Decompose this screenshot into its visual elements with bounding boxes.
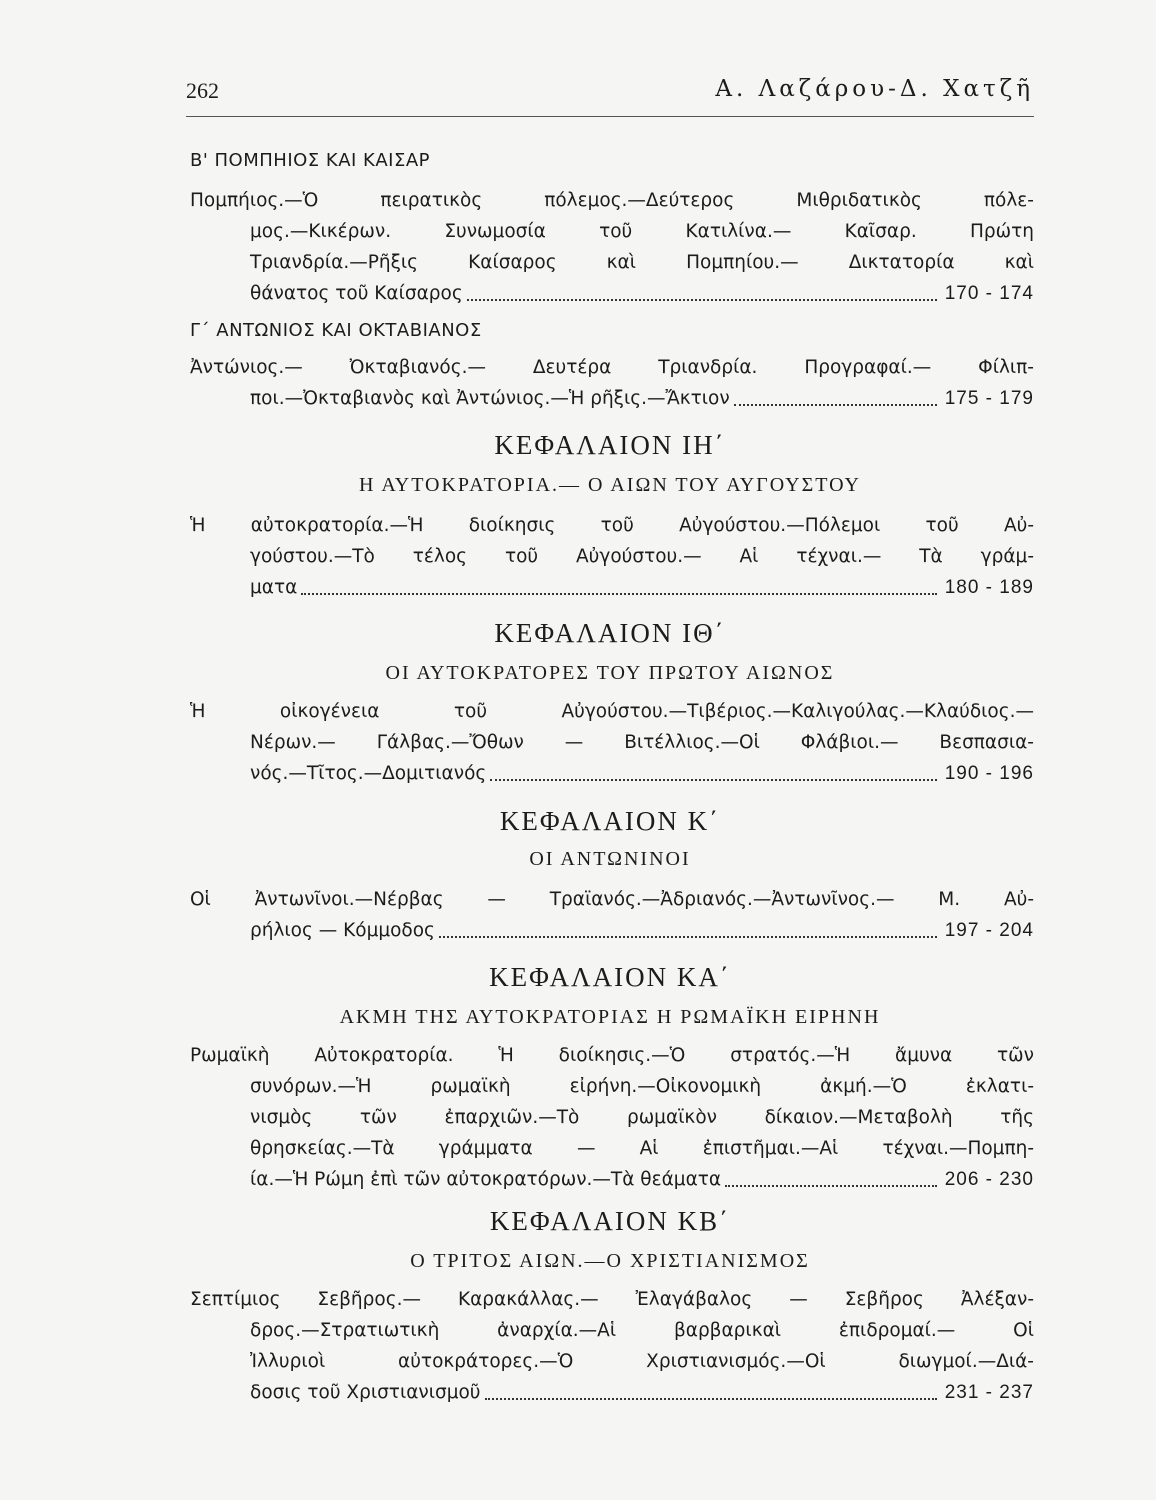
page-range: 190 - 196 xyxy=(944,763,1034,784)
chapter-subtitle: Ο ΤΡΙΤΟΣ ΑΙΩΝ.—Ο ΧΡΙΣΤΙΑΝΙΣΜΟΣ xyxy=(410,1250,810,1272)
entry-line: δρος.—Στρατιωτικὴ ἀναρχία.—Αἱ βαρβαρικαὶ ἐπιδρομαί.— Οἱ xyxy=(250,1320,1034,1341)
entry-line: ία.—Ἡ Ρώμη ἐπὶ τῶν αὐτοκρατόρων.—Τὰ θεάματα xyxy=(250,1169,722,1190)
entry-last-line xyxy=(250,278,1034,309)
chapter-title: ΚΕΦΑΛΑΙΟΝ Κ΄ xyxy=(499,806,721,836)
chapter-title: ΚΕΦΑΛΑΙΟΝ ΚΒ΄ xyxy=(489,1206,731,1236)
page-range: 231 - 237 xyxy=(944,1382,1034,1403)
entry-line: Οἱ Ἀντωνῖνοι.—Νέρβας — Τραϊανός.—Ἀδριανός.—Ἀντωνῖνος.— Μ. Αὐ- xyxy=(190,889,1034,910)
entry-line: θρησκείας.—Τὰ γράμματα — Αἱ ἐπιστῆμαι.—Αἱ τέχναι.—Πομπη- xyxy=(250,1138,1034,1159)
dot-leader xyxy=(725,1184,937,1187)
dot-leader xyxy=(439,935,937,938)
chapter-title: ΚΕΦΑΛΑΙΟΝ ΚΑ΄ xyxy=(489,962,731,992)
entry-last-line xyxy=(250,758,1034,789)
toc-entry-chapter-22 xyxy=(190,1284,1034,1408)
page-number: 262 xyxy=(186,78,219,103)
toc-entry-antony-octavian xyxy=(190,352,1034,414)
entry-line: Σεπτίμιος Σεβῆρος.— Καρακάλλας.— Ἐλαγάβαλος — Σεβῆρος Ἀλέξαν- xyxy=(190,1289,1034,1310)
section-heading-pompey-caesar: Β' ΠΟΜΠΗΙΟΣ ΚΑΙ ΚΑΙΣΑΡ xyxy=(190,150,431,171)
entry-line: νισμὸς τῶν ἐπαρχιῶν.—Τὸ ρωμαϊκὸν δίκαιον.—Μεταβολὴ τῆς xyxy=(250,1107,1034,1128)
entry-line: ποι.—Ὀκταβιανὸς καὶ Ἀντώνιος.—Ἡ ρῆξις.—Ἄκτιον xyxy=(250,388,730,409)
entry-line: Ἰλλυριοὶ αὐτοκράτορες.—Ὁ Χριστιανισμός.—Οἱ διωγμοί.—Διά- xyxy=(250,1351,1034,1372)
toc-entry-pompey-caesar xyxy=(190,185,1034,309)
entry-line: Πομπήιος.—Ὁ πειρατικὸς πόλεμος.—Δεύτερος Μιθριδατικὸς πόλε- xyxy=(190,190,1034,211)
entry-line: συνόρων.—Ἡ ρωμαϊκὴ εἰρήνη.—Οἰκονομικὴ ἀκμή.—Ὁ ἐκλατι- xyxy=(250,1076,1034,1097)
chapter-title: ΚΕΦΑΛΑΙΟΝ ΙΗ΄ xyxy=(494,430,726,460)
entry-line: Ρωμαϊκὴ Αὐτοκρατορία. Ἡ διοίκησις.—Ὁ στρατός.—Ἡ ἄμυνα τῶν xyxy=(190,1045,1034,1066)
entry-line: γούστου.—Τὸ τέλος τοῦ Αὐγούστου.— Αἱ τέχναι.— Τὰ γράμ- xyxy=(250,546,1034,567)
entry-line: Ἡ αὐτοκρατορία.—Ἡ διοίκησις τοῦ Αὐγούστου.—Πόλεμοι τοῦ Αὐ- xyxy=(190,515,1034,536)
running-head: Α. Λαζάρου-Δ. Χατζῆ xyxy=(715,76,1034,102)
entry-last-line xyxy=(250,915,1034,946)
entry-last-line xyxy=(250,1164,1034,1195)
entry-line: ματα xyxy=(250,577,298,598)
toc-entry-chapter-19 xyxy=(190,696,1034,789)
entry-line: θάνατος τοῦ Καίσαρος xyxy=(250,283,463,304)
page-range: 170 - 174 xyxy=(944,283,1034,304)
entry-line: νός.—Τῖτος.—Δομιτιανός xyxy=(250,763,487,784)
page-header xyxy=(186,72,1034,112)
chapter-subtitle: ΟΙ ΑΥΤΟΚΡΑΤΟΡΕΣ ΤΟΥ ΠΡΩΤΟΥ ΑΙΩΝΟΣ xyxy=(385,662,835,684)
page-range: 175 - 179 xyxy=(944,388,1034,409)
chapter-subtitle: ΟΙ ΑΝΤΩΝΙΝΟΙ xyxy=(529,848,691,870)
entry-line: δοσις τοῦ Χριστιανισμοῦ xyxy=(250,1382,481,1403)
toc-entry-chapter-18 xyxy=(190,510,1034,603)
dot-leader xyxy=(485,1397,937,1400)
page-range: 206 - 230 xyxy=(944,1169,1034,1190)
toc-entry-chapter-20 xyxy=(190,884,1034,946)
toc-entry-chapter-21 xyxy=(190,1040,1034,1195)
entry-last-line xyxy=(250,383,1034,414)
entry-line: ρήλιος — Κόμμοδος xyxy=(250,920,435,941)
dot-leader xyxy=(734,403,937,406)
entry-line: μος.—Κικέρων. Συνωμοσία τοῦ Κατιλίνα.— Καῖσαρ. Πρώτη xyxy=(250,221,1034,242)
entry-line: Νέρων.— Γάλβας.—Ὄθων — Βιτέλλιος.—Οἱ Φλάβιοι.— Βεσπασια- xyxy=(250,732,1034,753)
entry-last-line xyxy=(250,1377,1034,1408)
section-heading-antony-octavian: Γ΄ ΑΝΤΩΝΙΟΣ ΚΑΙ ΟΚΤΑΒΙΑΝΟΣ xyxy=(190,320,482,341)
entry-line: Ἡ οἰκογένεια τοῦ Αὐγούστου.—Τιβέριος.—Καλιγούλας.—Κλαύδιος.— xyxy=(190,701,1034,722)
dot-leader xyxy=(490,778,936,781)
entry-last-line xyxy=(250,572,1034,603)
page-range: 197 - 204 xyxy=(944,920,1034,941)
entry-line: Ἀντώνιος.— Ὀκταβιανός.— Δευτέρα Τριανδρία. Προγραφαί.— Φίλιπ- xyxy=(190,357,1034,378)
dot-leader xyxy=(301,592,936,595)
chapter-title: ΚΕΦΑΛΑΙΟΝ ΙΘ΄ xyxy=(494,618,726,648)
header-rule xyxy=(186,116,1034,117)
chapter-subtitle: Η ΑΥΤΟΚΡΑΤΟΡΙΑ.— Ο ΑΙΩΝ ΤΟΥ ΑΥΓΟΥΣΤΟΥ xyxy=(359,474,861,496)
chapter-subtitle: ΑΚΜΗ ΤΗΣ ΑΥΤΟΚΡΑΤΟΡΙΑΣ Η ΡΩΜΑΪΚΗ ΕΙΡΗΝΗ xyxy=(339,1006,881,1028)
page-range: 180 - 189 xyxy=(944,577,1034,598)
entry-line: Τριανδρία.—Ρῆξις Καίσαρος καὶ Πομπηίου.— Δικτατορία καὶ xyxy=(250,252,1034,273)
dot-leader xyxy=(467,298,937,301)
